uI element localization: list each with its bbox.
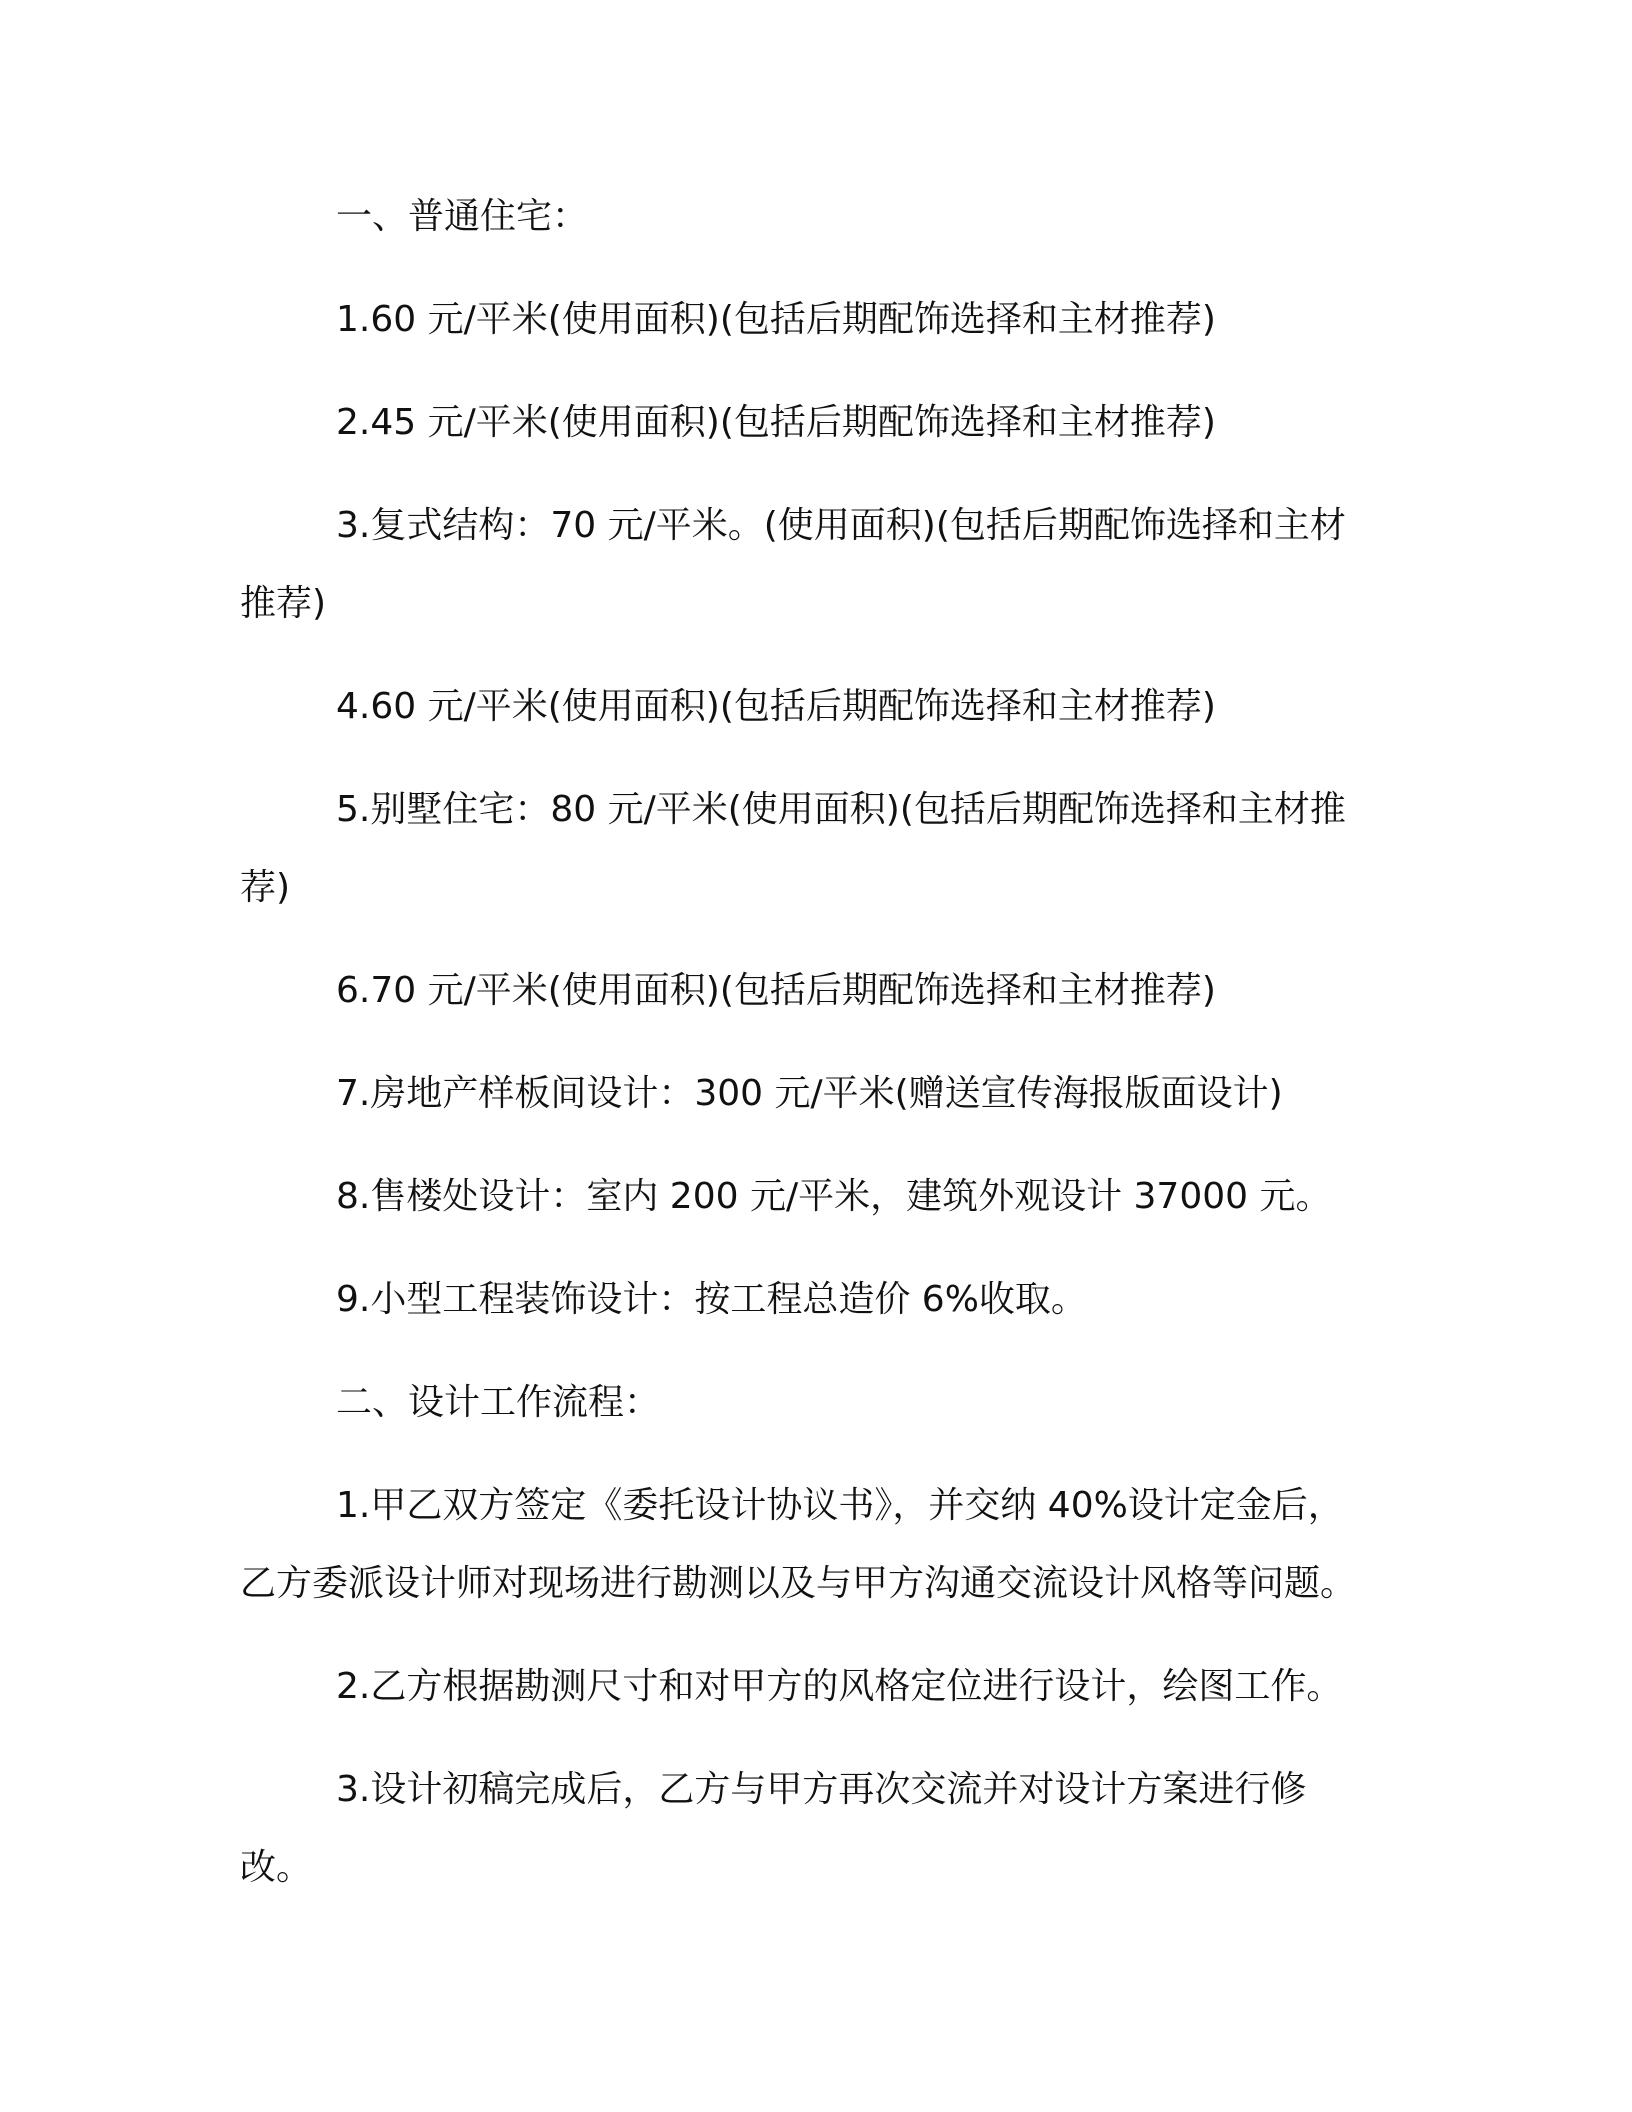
list-item: 3.设计初稿完成后，乙方与甲方再次交流并对设计方案进行修改。: [240, 1769, 1307, 1888]
list-item: 2.45 元/平米(使用面积)(包括后期配饰选择和主材推荐): [336, 402, 1216, 443]
list-item: 2.乙方根据勘测尺寸和对甲方的风格定位进行设计，绘图工作。: [336, 1666, 1343, 1707]
list-item: 9.小型工程装饰设计：按工程总造价 6%收取。: [336, 1279, 1087, 1320]
list-item: 6.70 元/平米(使用面积)(包括后期配饰选择和主材推荐): [336, 970, 1216, 1011]
list-item: 8.售楼处设计：室内 200 元/平米，建筑外观设计 37000 元。: [336, 1176, 1332, 1217]
document-body: [240, 178, 1376, 1932]
list-item: 1.甲乙双方签定《委托设计协议书》，并交纳 40%设计定金后，乙方委派设计师对现场进行勘测以及与甲方沟通交流设计风格等问题。: [240, 1485, 1357, 1604]
section-heading-workflow: 二、设计工作流程：: [336, 1382, 661, 1423]
list-item: 1.60 元/平米(使用面积)(包括后期配饰选择和主材推荐): [336, 299, 1216, 340]
list-item: 4.60 元/平米(使用面积)(包括后期配饰选择和主材推荐): [336, 686, 1216, 727]
list-item: 5.别墅住宅：80 元/平米(使用面积)(包括后期配饰选择和主材推荐): [240, 789, 1346, 908]
list-item: 7.房地产样板间设计：300 元/平米(赠送宣传海报版面设计): [336, 1073, 1283, 1114]
section-heading-residential: 一、普通住宅：: [336, 196, 589, 237]
list-item: 3.复式结构：70 元/平米。(使用面积)(包括后期配饰选择和主材推荐): [240, 505, 1346, 624]
